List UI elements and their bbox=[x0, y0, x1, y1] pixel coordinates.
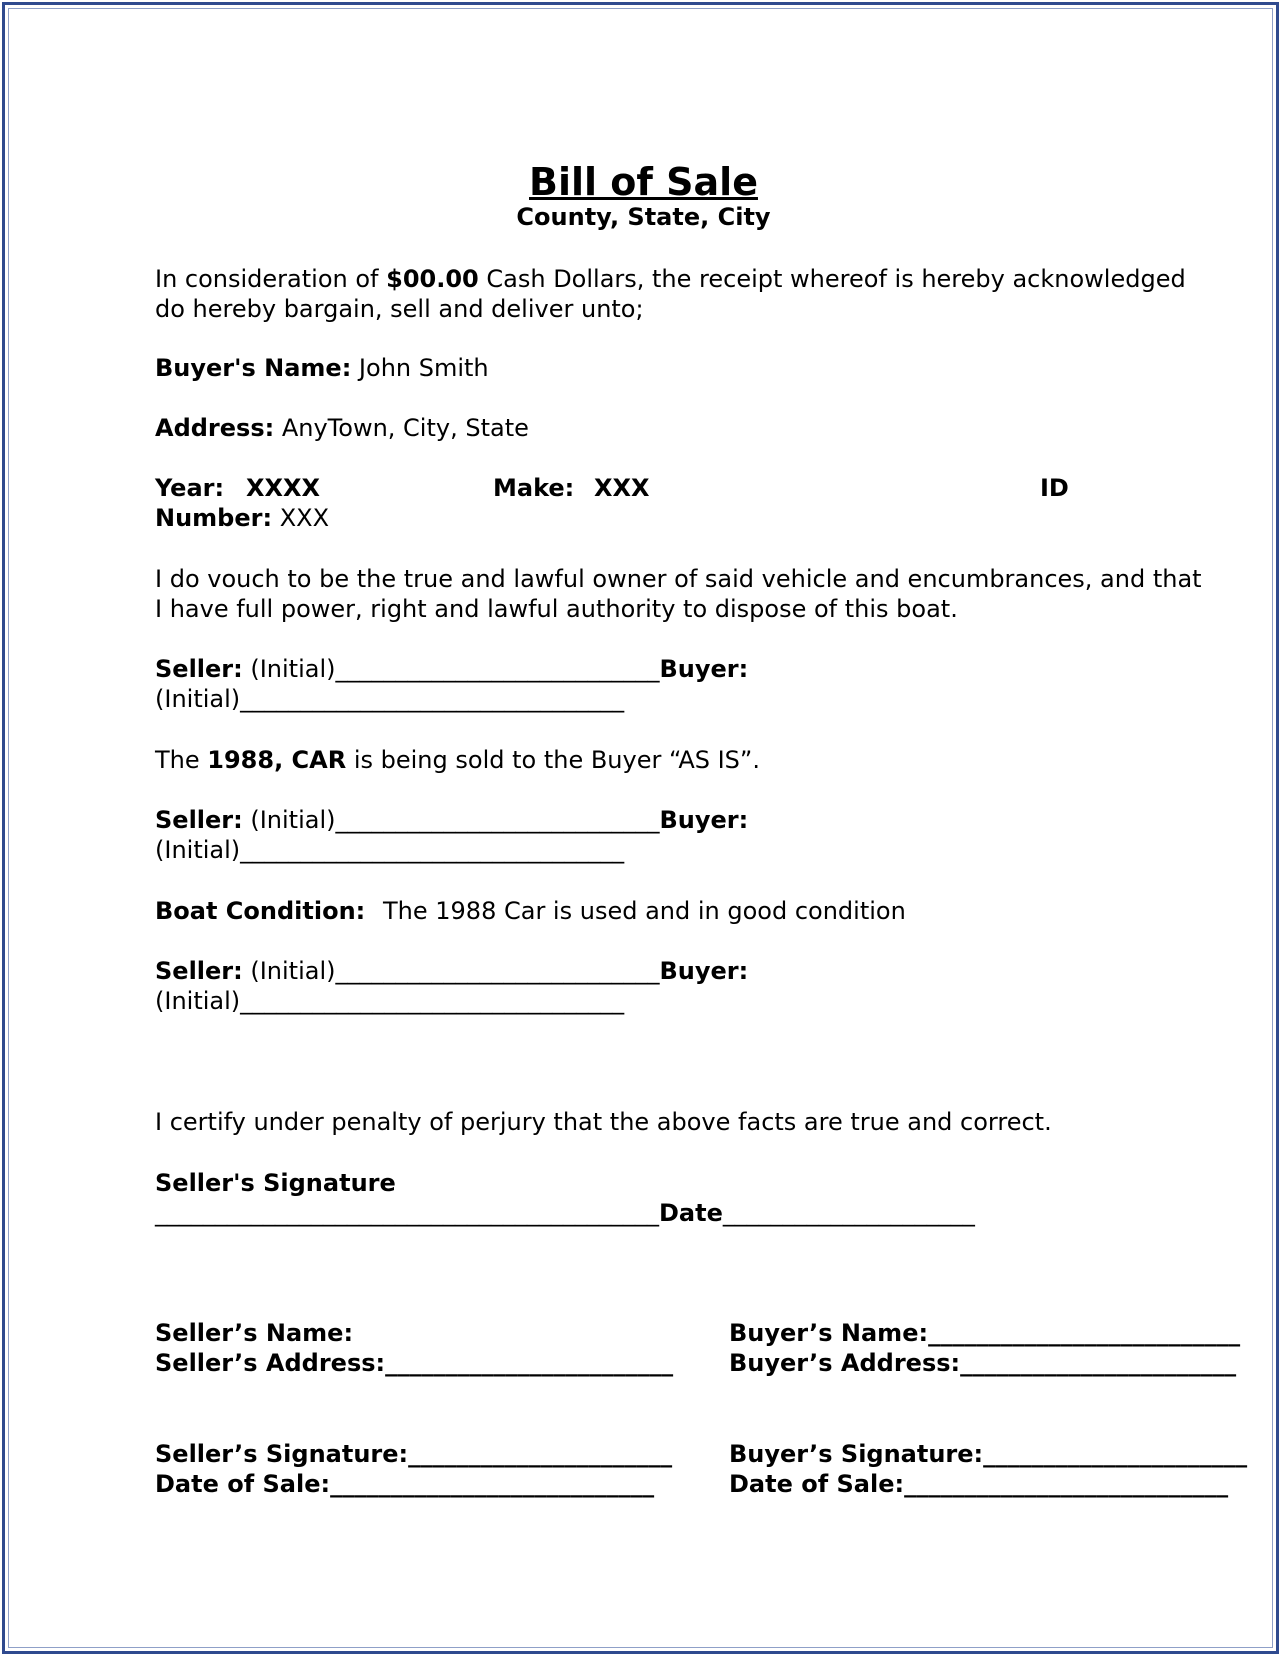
id-number-row bbox=[155, 503, 329, 533]
consideration-post: Cash Dollars, the receipt whereof is hereby acknowledged bbox=[478, 265, 1186, 293]
buyer-initial-line: (Initial)________________________________ bbox=[155, 987, 625, 1015]
seller-initial-row-2 bbox=[155, 805, 748, 835]
condition-value: The 1988 Car is used and in good condition bbox=[383, 897, 906, 925]
buyer-name-field: Buyer’s Name:__________________________ bbox=[729, 1319, 1241, 1347]
seller-signature-row bbox=[155, 1198, 975, 1228]
address-label: Address: bbox=[155, 414, 275, 442]
date-line: _____________________ bbox=[722, 1199, 975, 1227]
make-label: Make: bbox=[493, 474, 575, 502]
condition-label: Boat Condition: bbox=[155, 897, 366, 925]
seller-initial-line: (Initial)___________________________ bbox=[242, 806, 660, 834]
buyer-initial-label: Buyer: bbox=[659, 957, 749, 985]
consideration-line-2: do hereby bargain, sell and deliver unto; bbox=[155, 295, 644, 323]
seller-signature-label: Seller's Signature bbox=[155, 1169, 396, 1197]
buyer-name-value: John Smith bbox=[351, 354, 489, 382]
buyer-signature-field: Buyer’s Signature:______________________ bbox=[729, 1440, 1248, 1468]
year-value: XXXX bbox=[246, 474, 321, 502]
document-subtitle: County, State, City bbox=[516, 203, 771, 231]
as-is-post: is being sold to the Buyer “AS IS”. bbox=[346, 746, 760, 774]
seller-signature-line: __________________________________________ bbox=[155, 1199, 659, 1227]
seller-initial-row-1 bbox=[155, 654, 748, 684]
seller-initial-label: Seller: bbox=[155, 806, 243, 834]
seller-signature-field: Seller’s Signature:______________________ bbox=[155, 1440, 673, 1468]
buyer-name-label: Buyer's Name: bbox=[155, 354, 352, 382]
seller-initial-line: (Initial)___________________________ bbox=[242, 655, 660, 683]
buyer-initial-label: Buyer: bbox=[659, 655, 749, 683]
id-number-label: Number: bbox=[155, 504, 273, 532]
address-row bbox=[155, 413, 529, 443]
consideration-amount: $00.00 bbox=[386, 265, 479, 293]
vouch-line-2: I have full power, right and lawful authority to dispose of this boat. bbox=[155, 595, 958, 623]
as-is-pre: The bbox=[155, 746, 208, 774]
make-value: XXX bbox=[594, 474, 650, 502]
buyer-initial-line: (Initial)________________________________ bbox=[155, 685, 625, 713]
seller-name-field: Seller’s Name: bbox=[155, 1319, 354, 1347]
buyer-address-field: Buyer’s Address:_______________________ bbox=[729, 1349, 1237, 1377]
seller-initial-row-3 bbox=[155, 956, 748, 986]
buyer-initial-label: Buyer: bbox=[659, 806, 749, 834]
seller-address-field: Seller’s Address:________________________ bbox=[155, 1349, 674, 1377]
consideration-pre: In consideration of bbox=[155, 265, 387, 293]
consideration-line-1 bbox=[155, 264, 1186, 294]
as-is-statement bbox=[155, 745, 760, 775]
seller-initial-line: (Initial)___________________________ bbox=[242, 957, 660, 985]
buyer-date-of-sale-field: Date of Sale:___________________________ bbox=[729, 1470, 1229, 1498]
document-title: Bill of Sale bbox=[529, 160, 758, 204]
as-is-vehicle: 1988, CAR bbox=[207, 746, 347, 774]
address-value: AnyTown, City, State bbox=[274, 414, 529, 442]
date-label: Date bbox=[659, 1199, 723, 1227]
id-number-value: XXX bbox=[272, 504, 330, 532]
certify-statement: I certify under penalty of perjury that the above facts are true and correct. bbox=[155, 1108, 1052, 1136]
year-label: Year: bbox=[155, 474, 225, 502]
seller-initial-label: Seller: bbox=[155, 957, 243, 985]
seller-date-of-sale-field: Date of Sale:___________________________ bbox=[155, 1470, 655, 1498]
buyer-initial-line: (Initial)________________________________ bbox=[155, 836, 625, 864]
seller-initial-label: Seller: bbox=[155, 655, 243, 683]
id-label: ID bbox=[1040, 474, 1069, 502]
vouch-line-1: I do vouch to be the true and lawful owner of said vehicle and encumbrances, and that bbox=[155, 565, 1202, 593]
buyer-name-row bbox=[155, 353, 489, 383]
